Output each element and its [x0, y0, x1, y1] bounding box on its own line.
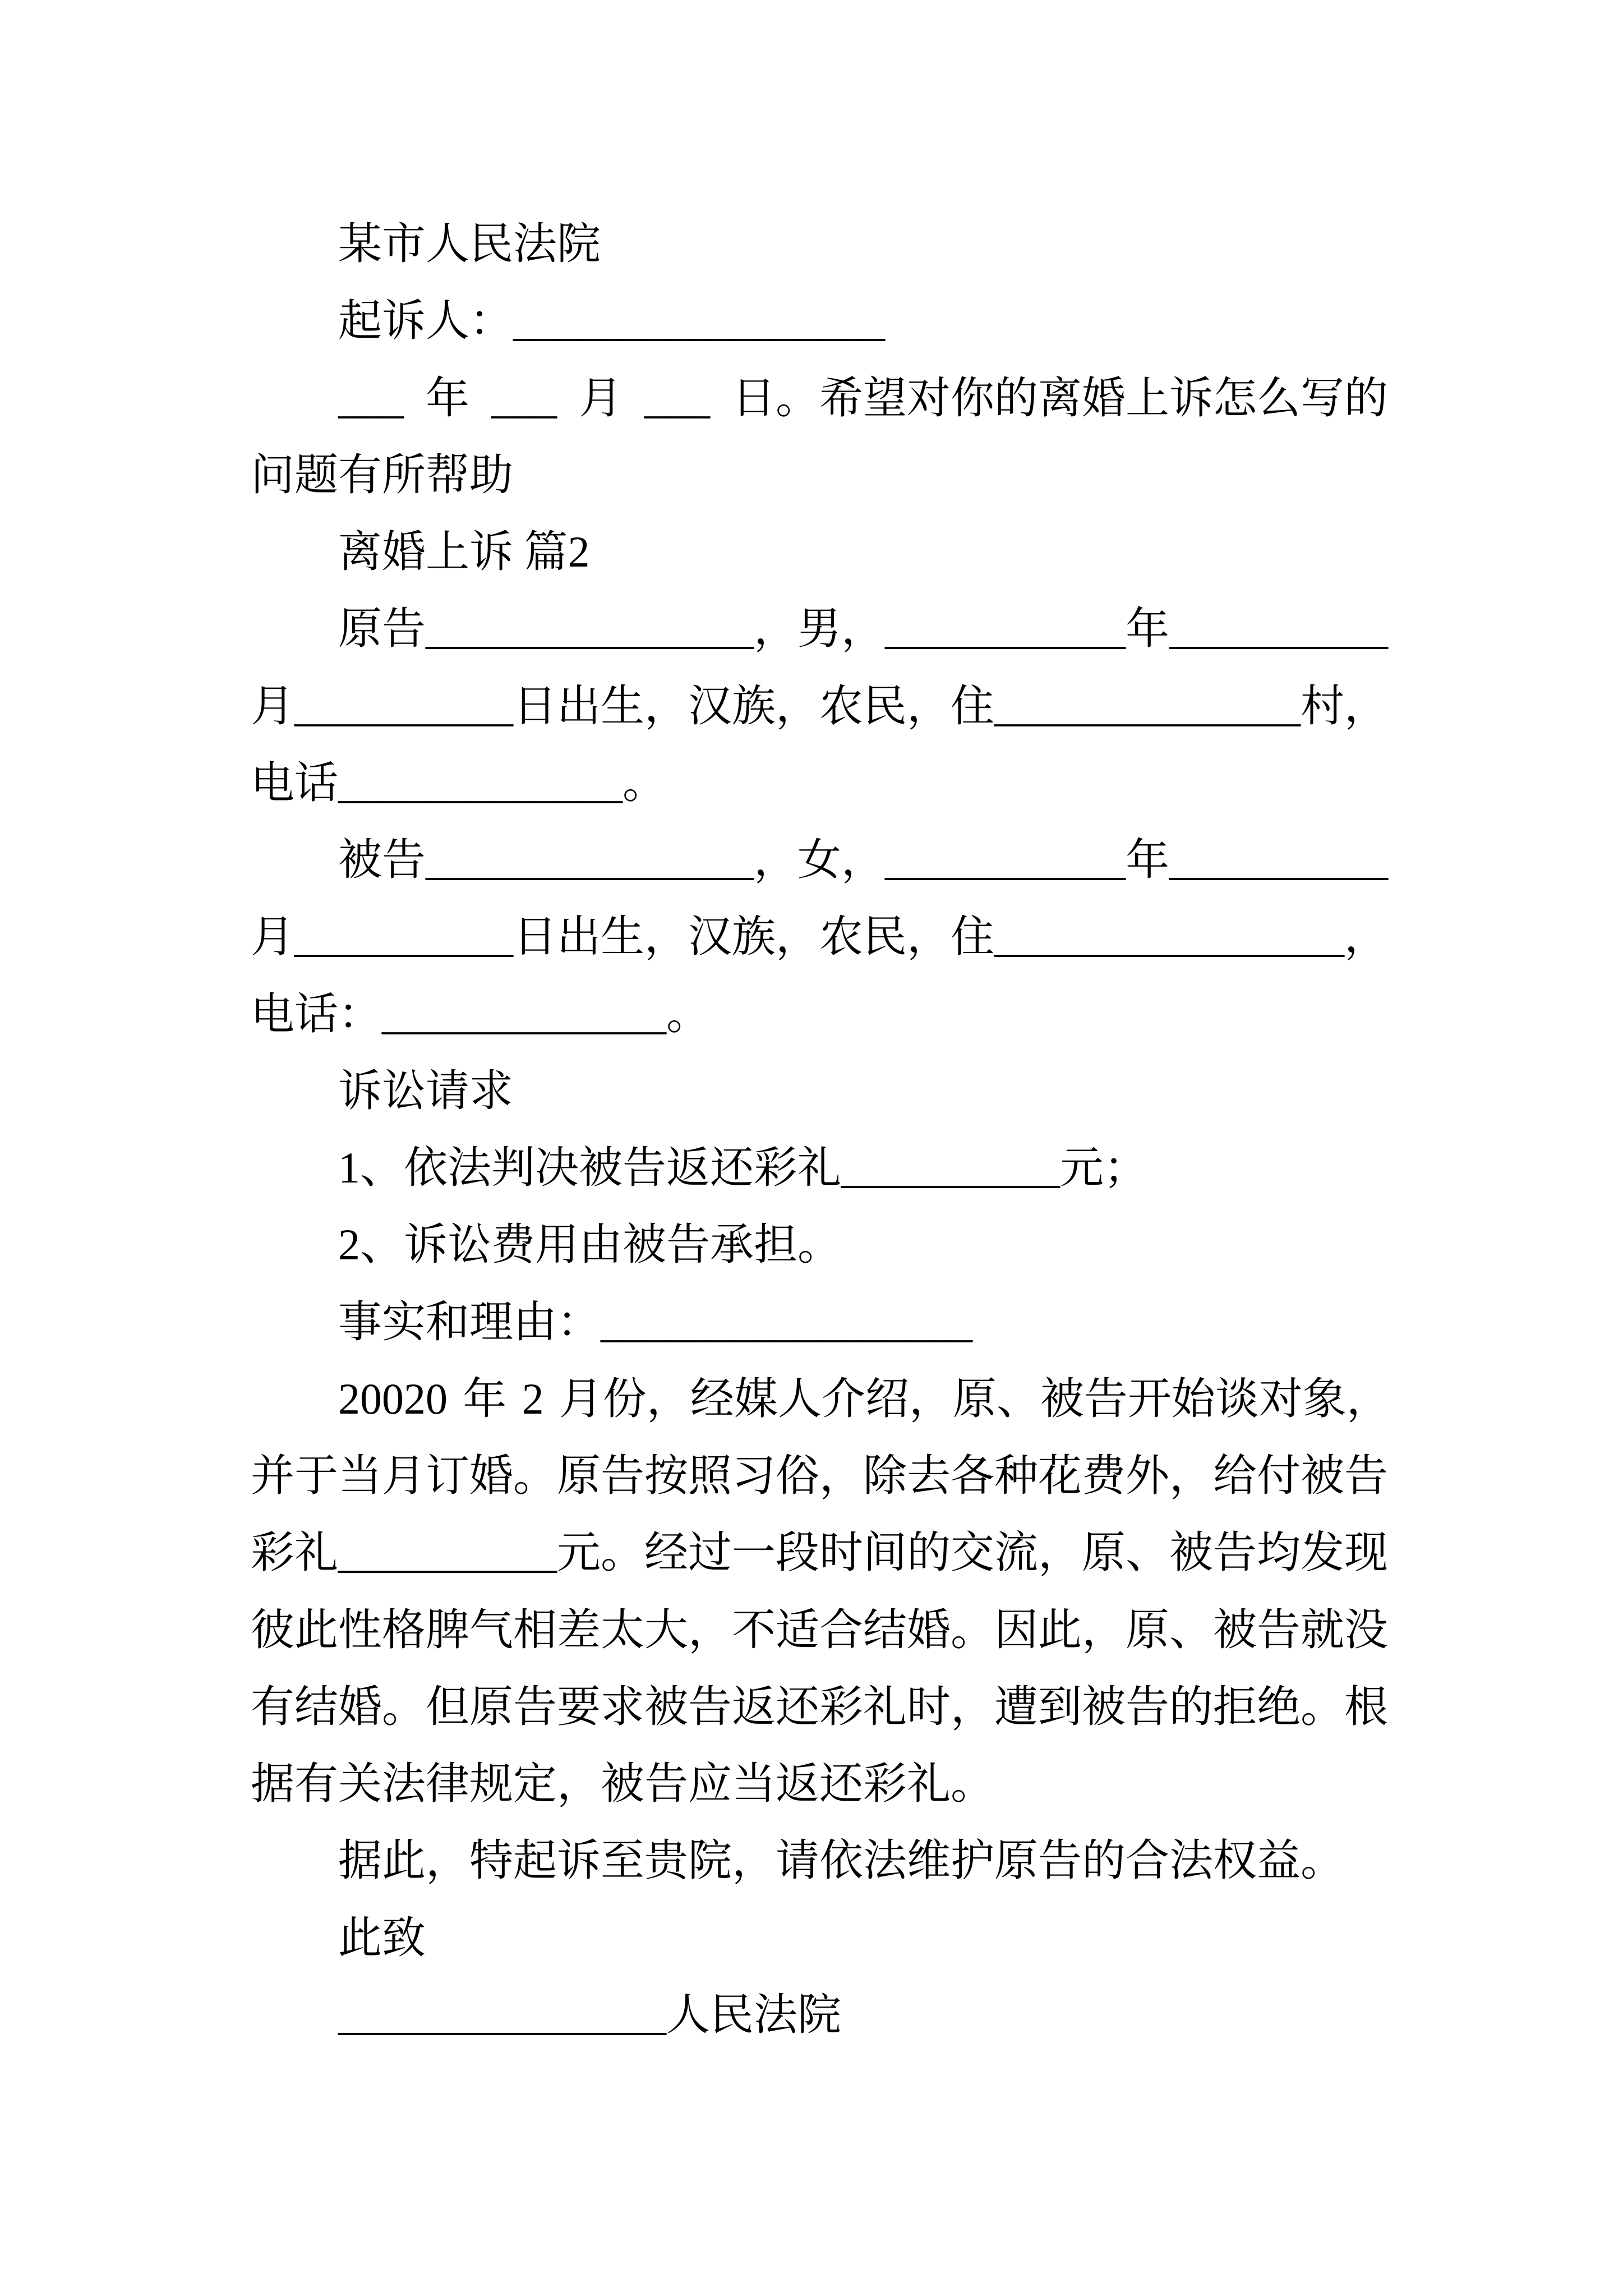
addressee-court: _______________人民法院 — [338, 1990, 842, 2039]
court-name-line: 某市人民法院 — [338, 219, 601, 268]
facts-paragraph-line: 有结婚。但原告要求被告返还彩礼时，遭到被告的拒绝。根 — [251, 1682, 1389, 1731]
closing-request: 据此，特起诉至贵院，请依法维护原告的合法权益。 — [338, 1836, 1345, 1885]
claim-item: 2、诉讼费用由被告承担。 — [338, 1220, 842, 1269]
facts-heading: 事实和理由：_________________ — [338, 1297, 973, 1346]
salutation: 此致 — [338, 1913, 426, 1962]
defendant-info-line: 被告_______________，女，___________年__________ — [338, 835, 1389, 884]
section-title: 离婚上诉 篇2 — [338, 527, 590, 576]
date-line-continued: 问题有所帮助 — [251, 450, 514, 499]
document-body — [251, 205, 1440, 2053]
facts-paragraph-line: 彼此性格脾气相差太大，不适合结婚。因此，原、被告就没 — [251, 1605, 1389, 1654]
claim-item: 1、依法判决被告返还彩礼__________元； — [338, 1143, 1148, 1192]
facts-paragraph-line: 彩礼__________元。经过一段时间的交流，原、被告均发现 — [251, 1528, 1389, 1577]
defendant-phone-line: 电话：_____________。 — [251, 989, 711, 1038]
facts-paragraph-line: 据有关法律规定，被告应当返还彩礼。 — [251, 1759, 995, 1808]
plaintiff-info-line: 月__________日出生，汉族，农民，住______________村， — [251, 681, 1389, 730]
plaintiff-signature-line: 起诉人：_________________ — [338, 296, 886, 346]
plaintiff-phone-line: 电话_____________。 — [251, 758, 667, 807]
defendant-info-line: 月__________日出生，汉族，农民，住________________， — [251, 912, 1389, 961]
claims-heading: 诉讼请求 — [338, 1066, 514, 1115]
plaintiff-info-line: 原告_______________，男，___________年__________ — [338, 604, 1389, 654]
facts-paragraph-line: 并于当月订婚。原告按照习俗，除去各种花费外，给付被告 — [251, 1451, 1389, 1500]
facts-paragraph-line: 20020 年 2 月份，经媒人介绍，原、被告开始谈对象， — [338, 1374, 1390, 1423]
date-line: ___ 年 ___ 月 ___ 日。希望对你的离婚上诉怎么写的 — [338, 373, 1389, 422]
